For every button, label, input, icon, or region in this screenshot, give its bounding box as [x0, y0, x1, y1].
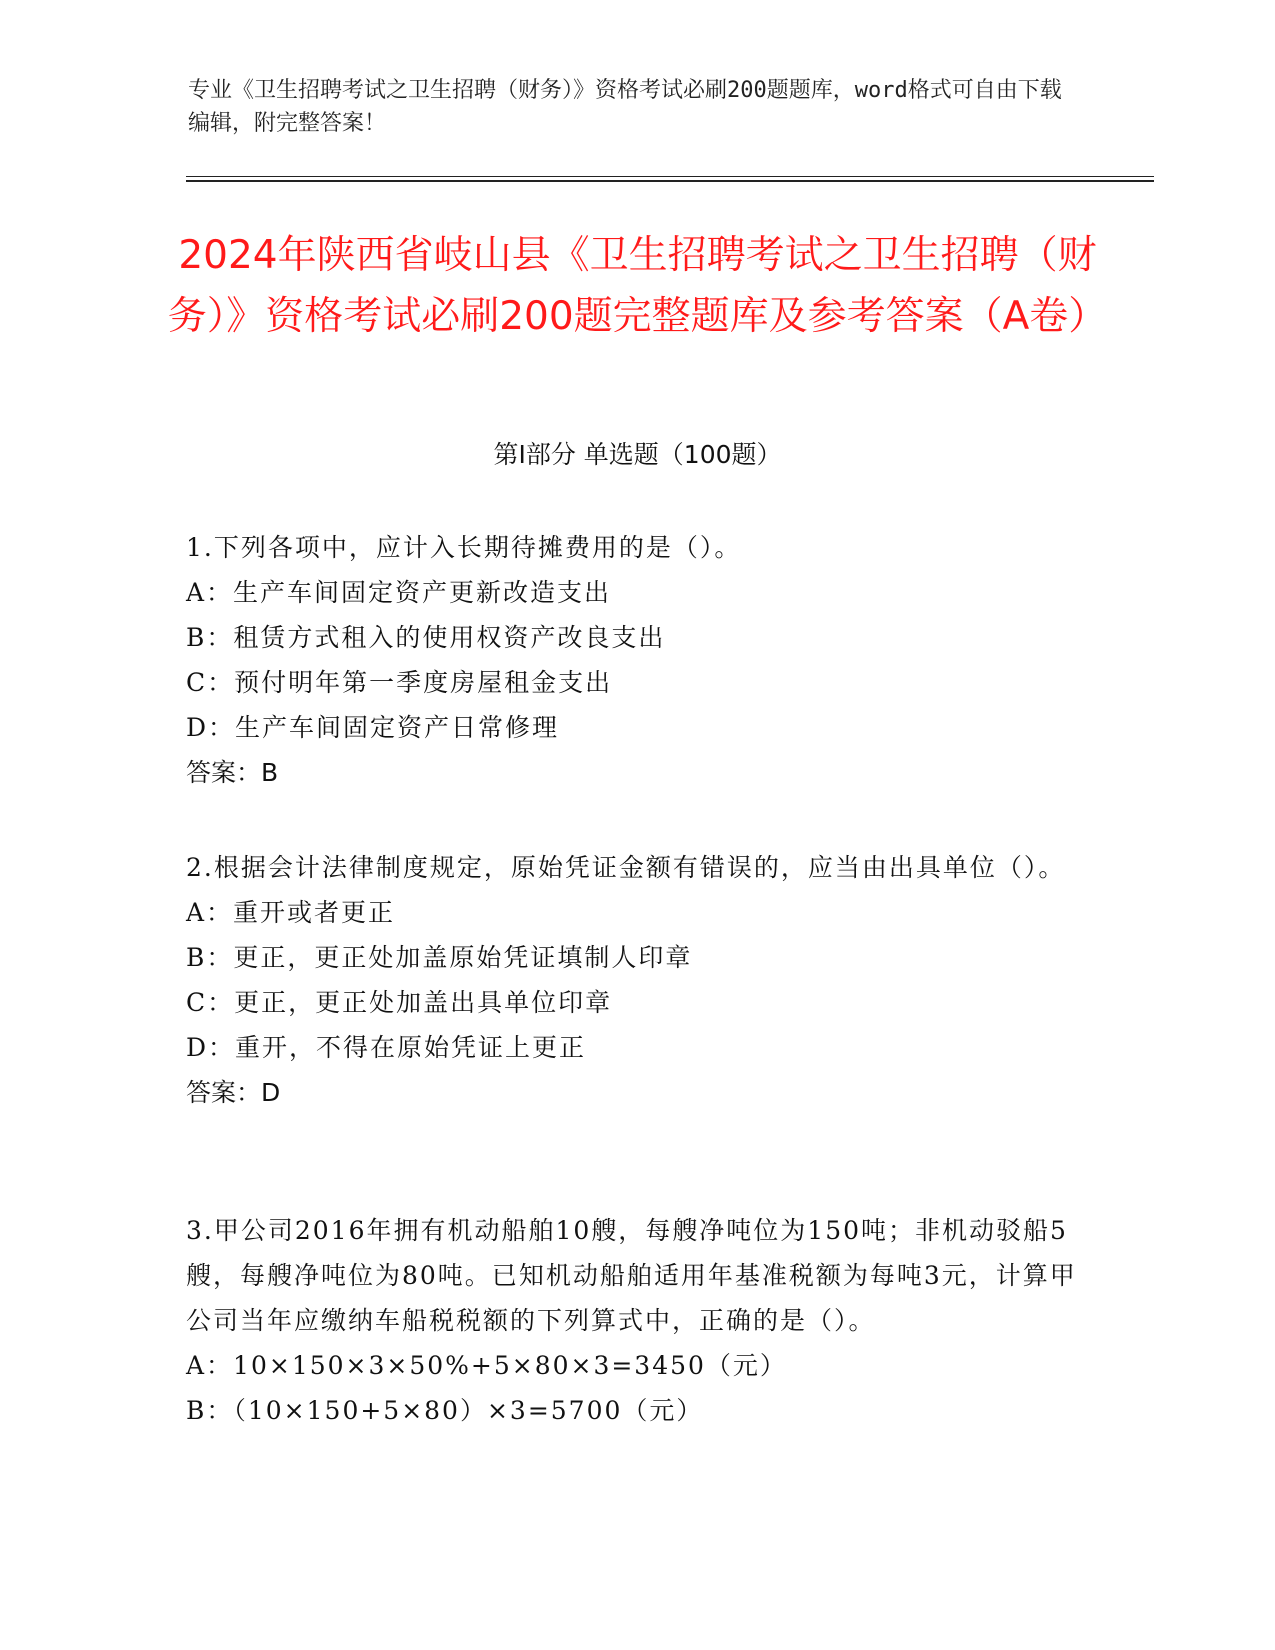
- question-1: [186, 525, 1086, 795]
- question-text: 3.甲公司2016年拥有机动船舶10艘，每艘净吨位为150吨；非机动驳船5艘，每艘净吨位为80吨。已知机动船舶适用年基准税额为每吨3元，计算甲公司当年应缴纳车船税税额的下列算式中，正确的是（）。: [186, 1216, 1077, 1335]
- option-b: B：更正，更正处加盖原始凭证填制人印章: [186, 943, 693, 972]
- answer: 答案：B: [186, 758, 279, 787]
- question-text: 1.下列各项中，应计入长期待摊费用的是（）。: [186, 533, 742, 562]
- question-text: 2.根据会计法律制度规定，原始凭证金额有错误的，应当由出具单位（）。: [186, 853, 1066, 882]
- document-title: 2024年陕西省岐山县《卫生招聘考试之卫生招聘（财务）》资格考试必刷200题完整题库及参考答案（A卷）: [167, 233, 1108, 339]
- option-a: A：生产车间固定资产更新改造支出: [186, 578, 612, 607]
- question-2: [186, 845, 1086, 1115]
- option-d: D：重开，不得在原始凭证上更正: [186, 1033, 587, 1062]
- header-note: 专业《卫生招聘考试之卫生招聘（财务）》资格考试必刷200题题库，word格式可自由下载编辑，附完整答案！: [188, 78, 1062, 136]
- option-d: D：生产车间固定资产日常修理: [186, 713, 560, 742]
- header-divider-thick: [186, 180, 1154, 182]
- option-c: C：更正，更正处加盖出具单位印章: [186, 988, 613, 1017]
- header-divider-thin: [186, 176, 1154, 177]
- section-title: 第Ⅰ部分 单选题（100题）: [493, 440, 782, 469]
- option-c: C：预付明年第一季度房屋租金支出: [186, 668, 613, 697]
- option-b: B：租赁方式租入的使用权资产改良支出: [186, 623, 666, 652]
- option-a: A：10×150×3×50%+5×80×3=3450（元）: [186, 1351, 787, 1380]
- option-b: B：（10×150+5×80）×3=5700（元）: [186, 1396, 704, 1425]
- answer: 答案：D: [186, 1078, 281, 1107]
- question-3: [186, 1208, 1086, 1433]
- option-a: A：重开或者更正: [186, 898, 396, 927]
